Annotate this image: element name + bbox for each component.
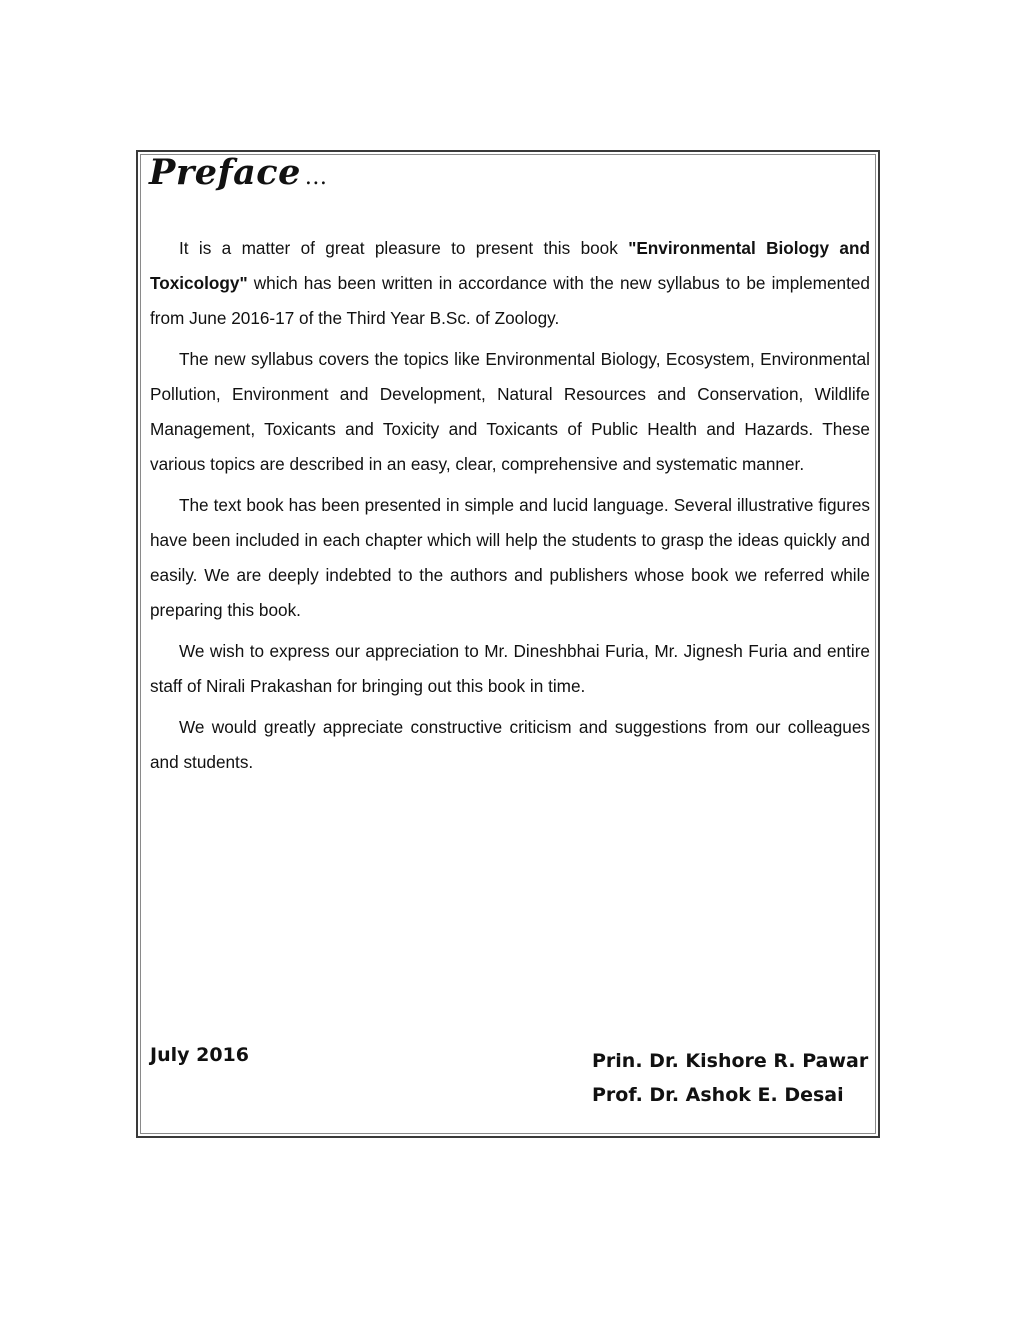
page-title: [149, 152, 327, 193]
author-1: Prin. Dr. Kishore R. Pawar: [592, 1050, 869, 1072]
paragraph-1-lead: It is a matter of great pleasure to present this book: [179, 238, 629, 258]
paragraph-4: We wish to express our appreciation to Mr. Dineshbhai Furia, Mr. Jignesh Furia and entire staff of Nirali Prakashan for bringing out this book in time.: [150, 641, 870, 696]
title-ellipsis: ...: [304, 165, 328, 190]
signatories: [592, 1044, 868, 1112]
preface-body: [150, 231, 870, 786]
paragraph-3: The text book has been presented in simple and lucid language. Several illustrative figures have been included in each chapter which will help the students to grasp the ideas quickly and easily. We are deeply indebted to the authors and publishers whose book we referred while preparing this book.: [150, 495, 870, 620]
paragraph-5: We would greatly appreciate constructive criticism and suggestions from our colleagues and students.: [150, 717, 870, 772]
title-text: Preface: [149, 152, 301, 193]
paragraph-1-rest: which has been written in accordance with the new syllabus to be implemented from June 2016-17 of the Third Year B.Sc. of Zoology.: [150, 273, 870, 328]
author-2: Prof. Dr. Ashok E. Desai: [592, 1084, 844, 1106]
paragraph-1: [150, 231, 870, 336]
signature-date: July 2016: [150, 1044, 249, 1066]
paragraph-2: The new syllabus covers the topics like Environmental Biology, Ecosystem, Environmental Pollution, Environment and Development, Natural Resources and Conservation, Wildlife Management, Toxicants and Toxicity and Toxicants of Public Health and Hazards. These various topics are described in an easy, clear, comprehensive and systematic manner.: [150, 349, 870, 474]
book-title-bold: "Environmental Biology and Toxicology": [150, 238, 870, 293]
